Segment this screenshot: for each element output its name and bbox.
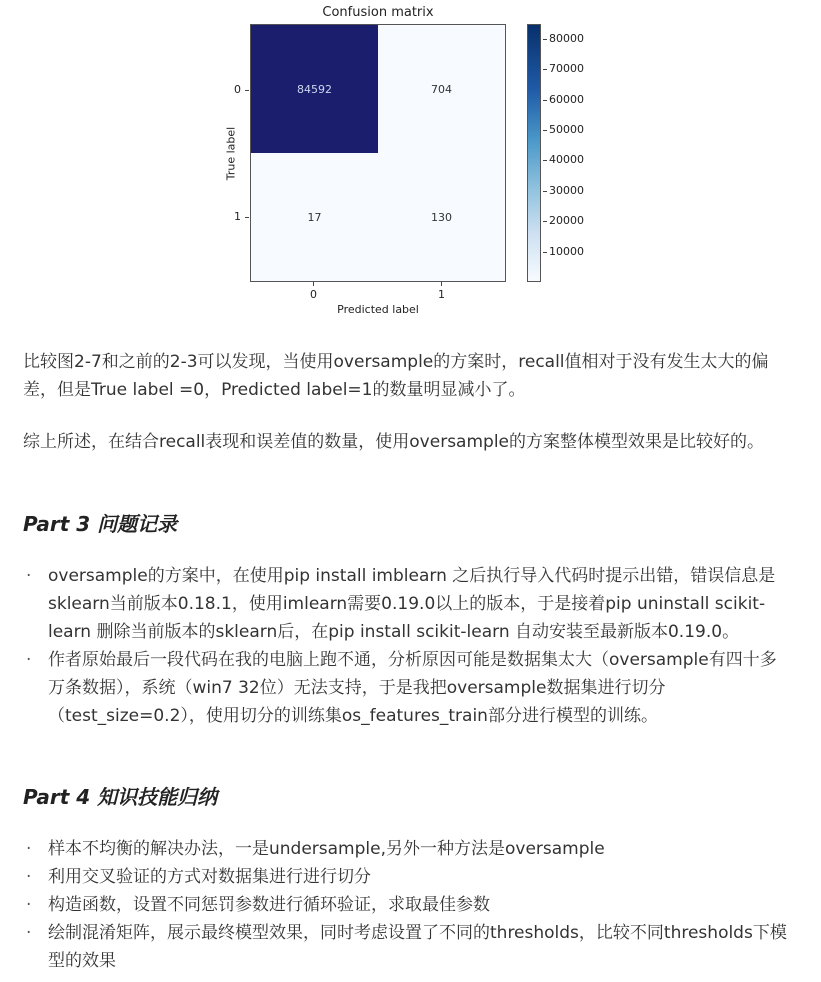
colorbar-tick: 80000 [549, 32, 584, 45]
colorbar-tick: 70000 [549, 62, 584, 75]
colorbar-tick: 50000 [549, 123, 584, 136]
x-tick-0: 0 [310, 288, 317, 301]
colorbar [527, 24, 541, 282]
paragraph-comparison: 比较图2-7和之前的2-3可以发现，当使用oversample的方案时，recall值相对于没有发生太大的偏差，但是True label =0，Predicted label=1的数量明显减小了。 [23, 352, 769, 400]
y-tick-1: 1 [234, 210, 241, 223]
list-item: · 绘制混淆矩阵，展示最终模型效果，同时考虑设置了不同的thresholds，比较不同thresholds下模型的效果 [23, 919, 793, 975]
list-item: · 构造函数，设置不同惩罚参数进行循环验证，求取最佳参数 [23, 891, 793, 919]
cell-0-1: 704 [431, 82, 452, 96]
part4-list [23, 835, 793, 975]
colorbar-tick: 60000 [549, 93, 584, 106]
bullet-icon: · [26, 650, 32, 670]
cell-1-1: 130 [431, 210, 452, 224]
confusion-matrix-figure [0, 0, 821, 330]
colorbar-tick: 20000 [549, 214, 584, 227]
bullet-icon: · [26, 867, 32, 887]
list-item: · 利用交叉验证的方式对数据集进行进行切分 [23, 863, 793, 891]
y-tick-0: 0 [234, 83, 241, 96]
chart-title: Confusion matrix [322, 5, 434, 20]
colorbar-tick: 10000 [549, 245, 584, 258]
paragraph-summary: 综上所述，在结合recall表现和误差值的数量，使用oversample的方案整体模型效果是比较好的。 [23, 432, 765, 452]
y-axis-label: True label [224, 126, 238, 181]
colorbar-tick: 40000 [549, 153, 584, 166]
confusion-matrix-plot [250, 24, 506, 282]
colorbar-tick: 30000 [549, 184, 584, 197]
part3-list [23, 562, 793, 730]
list-item: · 作者原始最后一段代码在我的电脑上跑不通，分析原因可能是数据集太大（oversample有四十多万条数据），系统（win7 32位）无法支持，于是我把oversample数据集进行切分（test_size=0.2），使用切分的训练集os_features_train部分进行模型的训练。 [23, 646, 793, 730]
section-heading-part3: Part 3 问题记录 [23, 512, 178, 536]
cell-1-0: 17 [307, 210, 322, 224]
x-tick-1: 1 [438, 288, 445, 301]
x-axis-label: Predicted label [337, 303, 419, 316]
list-item: · 样本不均衡的解决办法，一是undersample,另外一种方法是oversample [23, 835, 793, 863]
section-heading-part4: Part 4 知识技能归纳 [23, 785, 218, 809]
bullet-icon: · [26, 566, 32, 586]
bullet-icon: · [26, 839, 32, 859]
cell-0-0: 84592 [251, 25, 378, 153]
list-item: · oversample的方案中，在使用pip install imblearn 之后执行导入代码时提示出错，错误信息是sklearn当前版本0.18.1，使用imlearn需要0.19.0以上的版本，于是接着pip uninstall scikit-learn 删除当前版本的sklearn后，在pip install scikit-learn 自动安装至最新版本0.19.0。 [23, 562, 793, 646]
bullet-icon: · [26, 923, 32, 943]
bullet-icon: · [26, 895, 32, 915]
